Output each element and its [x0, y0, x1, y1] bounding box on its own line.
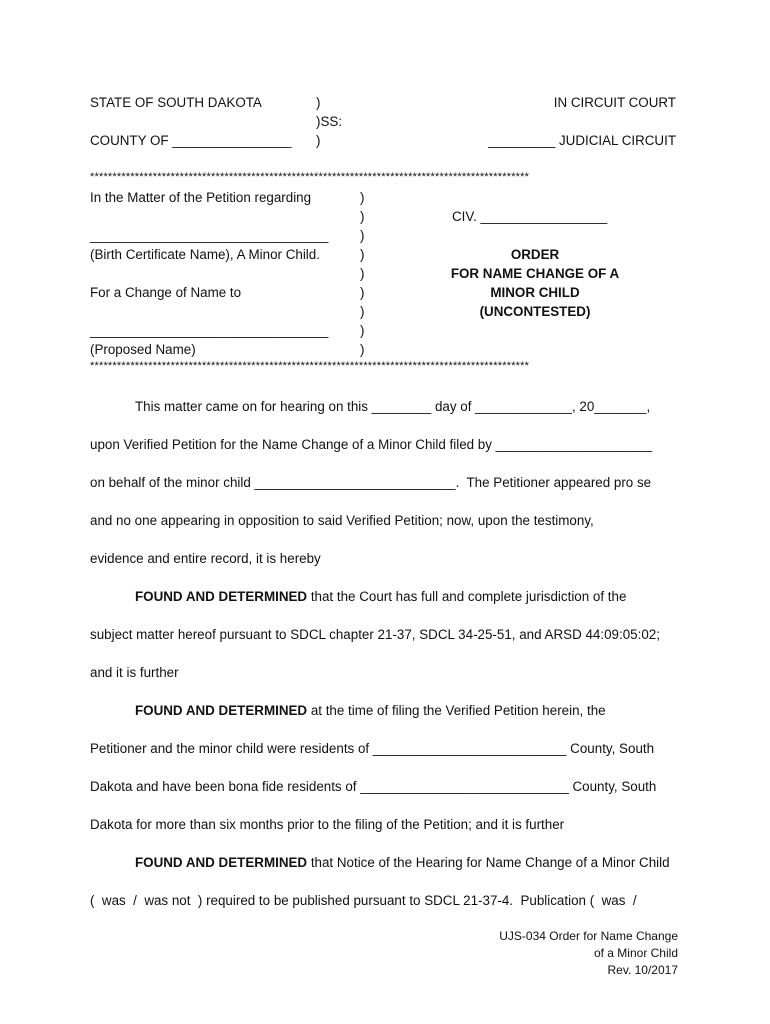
matter-paren: )	[360, 209, 365, 224]
divider-stars: **************************************************************************************************	[90, 172, 530, 183]
judicial-circuit-label: _________ JUDICIAL CIRCUIT	[488, 133, 676, 148]
body-line: subject matter hereof pursuant to SDCL chapter 21-37, SDCL 34-25-51, and ARSD 44:09:05:02;	[90, 627, 660, 642]
state-label: STATE OF SOUTH DAKOTA	[90, 95, 262, 110]
matter-line: (Birth Certificate Name), A Minor Child.	[90, 247, 320, 262]
finding-heading: FOUND AND DETERMINED	[135, 855, 308, 870]
body-line: ( was / was not ) required to be published pursuant to SDCL 21-37-4. Publication ( was /	[90, 893, 637, 908]
matter-line: For a Change of Name to	[90, 285, 242, 300]
county-label: COUNTY OF ________________	[90, 133, 292, 148]
matter-paren: )	[360, 323, 365, 338]
matter-paren: )	[360, 342, 365, 357]
caption-paren: )	[316, 133, 321, 148]
matter-paren: )	[360, 190, 365, 205]
finding-paragraph	[135, 704, 725, 717]
finding-heading: FOUND AND DETERMINED	[135, 703, 308, 718]
matter-paren: )	[360, 285, 365, 300]
finding-text: that Notice of the Hearing for Name Change of a Minor Child	[307, 855, 670, 870]
matter-paren: )	[360, 304, 365, 319]
matter-paren: )	[360, 266, 365, 281]
body-line: This matter came on for hearing on this ________ day of _____________, 20_______,	[135, 399, 651, 414]
body-line: Dakota for more than six months prior to the filing of the Petition; and it is further	[90, 817, 565, 832]
body-line: upon Verified Petition for the Name Change of a Minor Child filed by _____________________	[90, 437, 653, 452]
body-line: and it is further	[90, 665, 179, 680]
order-title: MINOR CHILD	[490, 285, 580, 300]
footer-form-id: UJS-034 Order for Name Change	[499, 929, 678, 943]
divider-stars: **************************************************************************************************	[90, 361, 530, 372]
matter-paren: )	[360, 228, 365, 243]
matter-line: (Proposed Name)	[90, 342, 196, 357]
body-line: Petitioner and the minor child were residents of __________________________ County, South	[90, 741, 655, 756]
body-line: evidence and entire record, it is hereby	[90, 551, 321, 566]
order-title: ORDER	[510, 247, 560, 262]
finding-text: that the Court has full and complete jurisdiction of the	[307, 589, 627, 604]
matter-line: ________________________________	[90, 323, 329, 338]
body-line: and no one appearing in opposition to said Verified Petition; now, upon the testimony,	[90, 513, 594, 528]
matter-line: In the Matter of the Petition regarding	[90, 190, 312, 205]
civ-number-field: CIV. _________________	[452, 209, 608, 224]
caption-paren: )	[316, 95, 321, 110]
footer-revision: Rev. 10/2017	[607, 963, 678, 977]
order-title: (UNCONTESTED)	[479, 304, 591, 319]
body-line: on behalf of the minor child ___________________________. The Petitioner appeared pro se	[90, 475, 652, 490]
order-title: FOR NAME CHANGE OF A	[450, 266, 620, 281]
finding-paragraph	[135, 590, 725, 603]
ss-label: )SS:	[316, 114, 343, 129]
finding-text: at the time of filing the Verified Petition herein, the	[307, 703, 606, 718]
footer-form-name: of a Minor Child	[593, 946, 678, 960]
body-line: Dakota and have been bona fide residents of ____________________________ County, South	[90, 779, 657, 794]
matter-line: ________________________________	[90, 228, 329, 243]
finding-heading: FOUND AND DETERMINED	[135, 589, 308, 604]
finding-paragraph	[135, 856, 725, 869]
court-label: IN CIRCUIT COURT	[553, 95, 676, 110]
matter-paren: )	[360, 247, 365, 262]
